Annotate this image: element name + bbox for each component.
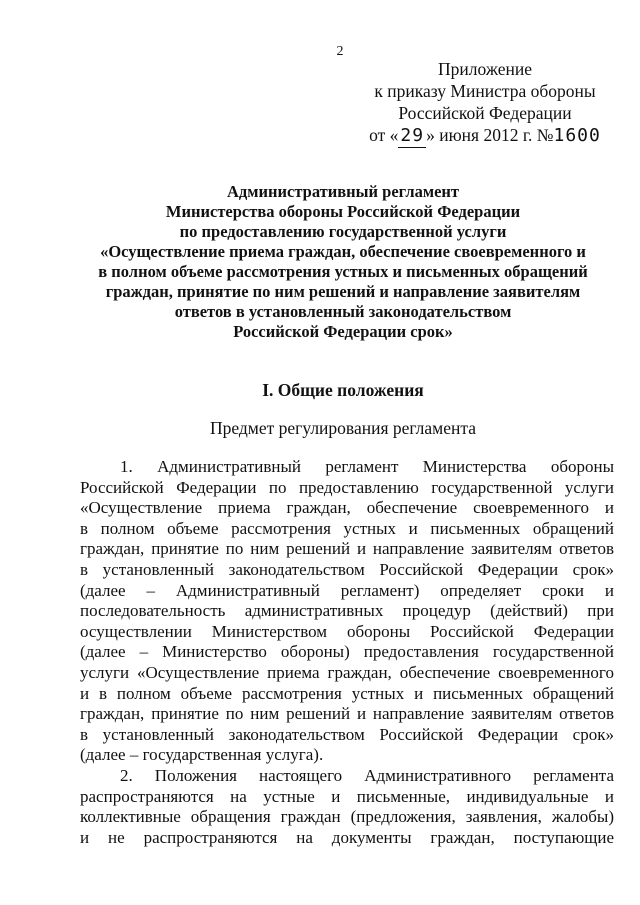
title-line: «Осуществление приема граждан, обеспечение своевременного и: [100, 242, 586, 261]
paragraph-line: и в полном объеме рассмотрения устных и письменных обращений: [80, 683, 614, 703]
appendix-block: [360, 58, 610, 148]
document-title: [72, 182, 614, 342]
paragraph-line: последовательность административных процедур (действий) при: [80, 601, 614, 621]
title-line: граждан, принятие по ним решений и направление заявителям: [105, 282, 581, 301]
paragraph-line: (далее – Министерство обороны) предоставления государственной: [80, 642, 614, 662]
title-line: в полном объеме рассмотрения устных и письменных обращений: [98, 262, 588, 281]
handwritten-day: 29: [400, 125, 425, 146]
date-middle: » июня 2012 г. №: [426, 125, 554, 145]
paragraph-line: в установленный законодательством Российской Федерации срок»: [80, 559, 614, 579]
title-line: ответов в установленный законодательством: [174, 302, 512, 321]
paragraph-line: распространяются на устные и письменные, индивидуальные и: [80, 786, 614, 806]
appendix-label: Приложение: [438, 59, 532, 79]
title-line: Административный регламент: [226, 182, 460, 201]
paragraph-line: в полном объеме рассмотрения устных и письменных обращений: [80, 518, 614, 538]
section-heading: I. Общие положения: [262, 380, 424, 400]
paragraph-line: Российской Федерации по предоставлению государственной услуги: [80, 477, 614, 497]
handwritten-order-number: 1600: [553, 125, 601, 146]
page-number: 2: [336, 44, 344, 59]
paragraph-line: 1. Административный регламент Министерства обороны: [120, 457, 614, 476]
body-text: [80, 457, 614, 848]
paragraph-line: коллективные обращения граждан (предложения, заявления, жалобы): [80, 807, 614, 827]
paragraph-line: и не распространяются на документы граждан, поступающие: [80, 827, 614, 847]
appendix-date-line: [360, 124, 610, 148]
subsection-heading: Предмет регулирования регламента: [209, 418, 477, 438]
paragraph-line: в установленный законодательством Российской Федерации срок»: [80, 724, 614, 744]
paragraph-line: 2. Положения настоящего Административного регламента: [120, 765, 614, 785]
paragraph-line: «Осуществление приема граждан, обеспечение своевременного и: [80, 498, 614, 518]
paragraph-line: осуществлении Министерством обороны Российской Федерации: [80, 621, 614, 641]
paragraph-line: граждан, принятие по ним решений и направление заявителям ответов: [80, 704, 614, 724]
title-line: Российской Федерации срок»: [233, 322, 453, 341]
paragraph-line: услуги «Осуществление приема граждан, обеспечение своевременного: [80, 662, 614, 682]
title-line: по предоставлению государственной услуги: [179, 222, 507, 241]
paragraph-line: (далее – государственная услуга).: [80, 745, 324, 765]
appendix-order-reference: к приказу Министра обороны: [374, 81, 596, 101]
paragraph-line: граждан, принятие по ним решений и направление заявителям ответов: [80, 539, 614, 559]
appendix-country: Российской Федерации: [398, 103, 572, 123]
date-prefix: от «: [369, 125, 399, 145]
paragraph-line: (далее – Административный регламент) определяет сроки и: [80, 580, 614, 600]
title-line: Министерства обороны Российской Федерации: [165, 202, 521, 221]
